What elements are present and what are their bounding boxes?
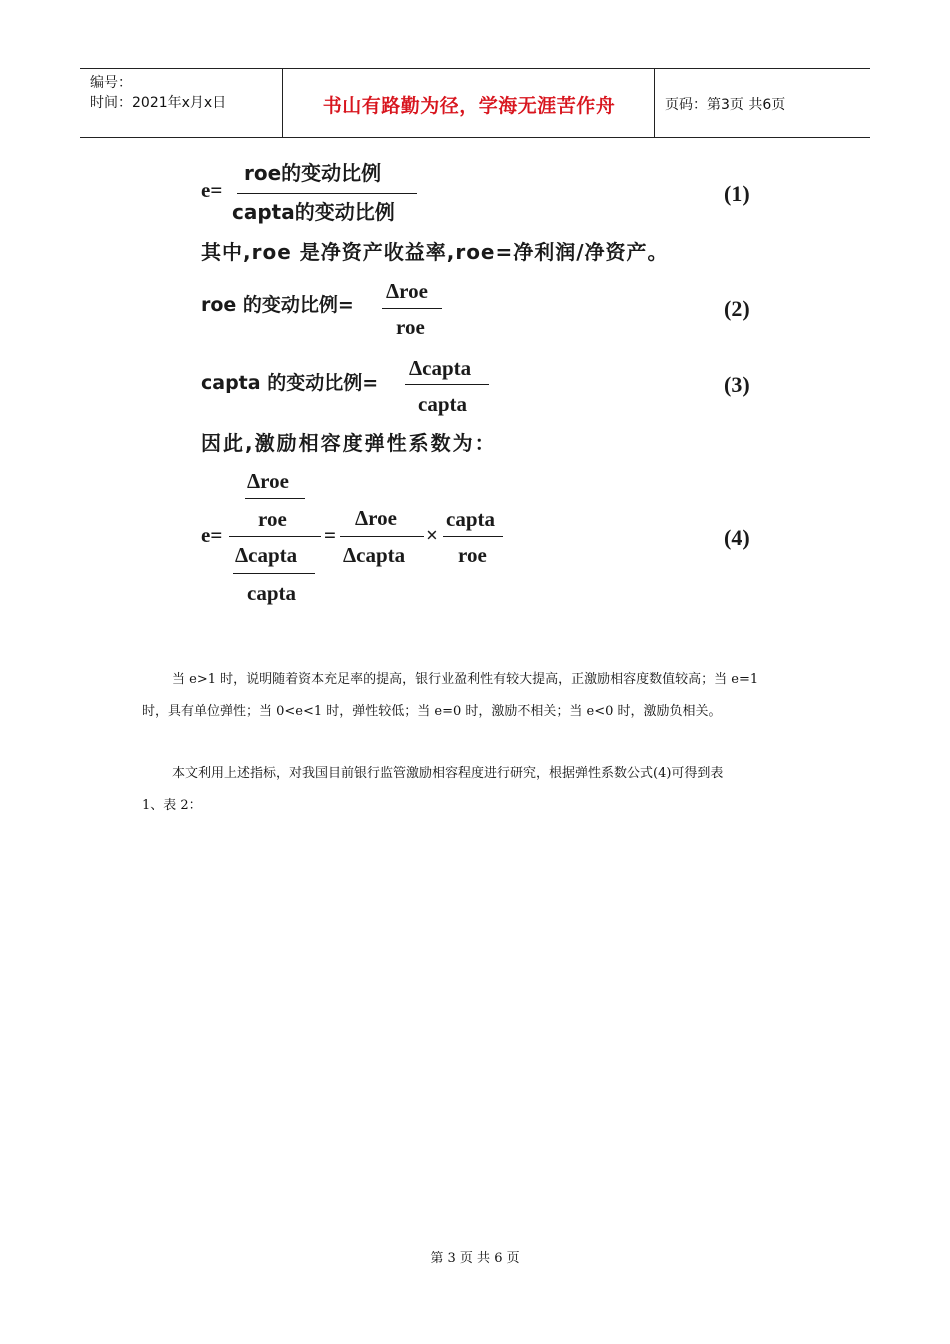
header-motto: 书山有路勤为径，学海无涯苦作舟 bbox=[322, 95, 616, 117]
paragraph-elasticity bbox=[142, 664, 808, 728]
f4-top-bar bbox=[245, 498, 305, 499]
eq-number-3: (3) bbox=[724, 372, 750, 397]
eq-number-2: (2) bbox=[724, 296, 750, 321]
header-meta bbox=[90, 73, 226, 113]
code-label: 编号： bbox=[90, 75, 132, 91]
paragraph-method bbox=[142, 758, 808, 822]
document-header bbox=[80, 68, 870, 138]
paragraph-line: 1、表 2： bbox=[142, 798, 202, 813]
f4-right-numerator: capta bbox=[446, 507, 495, 531]
f4-top-numerator: Δroe bbox=[247, 469, 289, 493]
paragraph-line: 时，具有单位弹性；当 0<e<1 时，弹性较低；当 e=0 时，激励不相关；当 e<0 时，激励负相关。 bbox=[142, 704, 722, 719]
f4-bottom-bar bbox=[233, 573, 315, 574]
f2-fraction-bar bbox=[382, 308, 442, 309]
f2-denominator: roe bbox=[396, 315, 425, 339]
page-footer: 第 3 页 共 6 页 bbox=[430, 1251, 520, 1266]
f4-bottom-numerator: Δcapta bbox=[235, 543, 298, 567]
f3-lhs: capta 的变动比例= bbox=[201, 372, 379, 394]
f4-top-denominator: roe bbox=[258, 507, 287, 531]
f4-right-bar bbox=[443, 536, 503, 537]
f4-mid-denominator: Δcapta bbox=[343, 543, 406, 567]
therefore-line: 因此,激励相容度弹性系数为： bbox=[201, 431, 497, 455]
f3-numerator: Δcapta bbox=[409, 356, 472, 380]
f4-mid-numerator: Δroe bbox=[355, 506, 397, 530]
f1-numerator: roe的变动比例 bbox=[244, 161, 382, 185]
f2-numerator: Δroe bbox=[386, 279, 428, 303]
f4-lhs: e= bbox=[201, 523, 223, 547]
f1-lhs: e= bbox=[201, 178, 223, 202]
f4-bottom-denominator: capta bbox=[247, 581, 296, 605]
date-label: 时间：2021年x月x日 bbox=[90, 95, 227, 111]
header-page-info: 页码：第3页 共6页 bbox=[665, 97, 786, 113]
f4-main-bar bbox=[229, 536, 321, 537]
f1-denominator: capta的变动比例 bbox=[232, 200, 395, 224]
f4-times: × bbox=[426, 523, 438, 547]
f1-fraction-bar bbox=[237, 193, 417, 194]
eq-number-1: (1) bbox=[724, 181, 750, 206]
where-line: 其中,roe 是净资产收益率,roe=净利润/净资产。 bbox=[201, 240, 669, 264]
f4-mid-bar bbox=[340, 536, 424, 537]
f4-right-denominator: roe bbox=[458, 543, 487, 567]
f3-denominator: capta bbox=[418, 392, 467, 416]
f2-lhs: roe 的变动比例= bbox=[201, 294, 354, 316]
paragraph-line: 本文利用上述指标，对我国目前银行监管激励相容程度进行研究，根据弹性系数公式(4)可得到表 bbox=[172, 766, 724, 781]
f4-equals: = bbox=[324, 523, 336, 547]
f3-fraction-bar bbox=[405, 384, 489, 385]
paragraph-line: 当 e>1 时，说明随着资本充足率的提高，银行业盈利性有较大提高，正激励相容度数值较高；当 e=1 bbox=[172, 672, 759, 687]
eq-number-4: (4) bbox=[724, 525, 750, 550]
